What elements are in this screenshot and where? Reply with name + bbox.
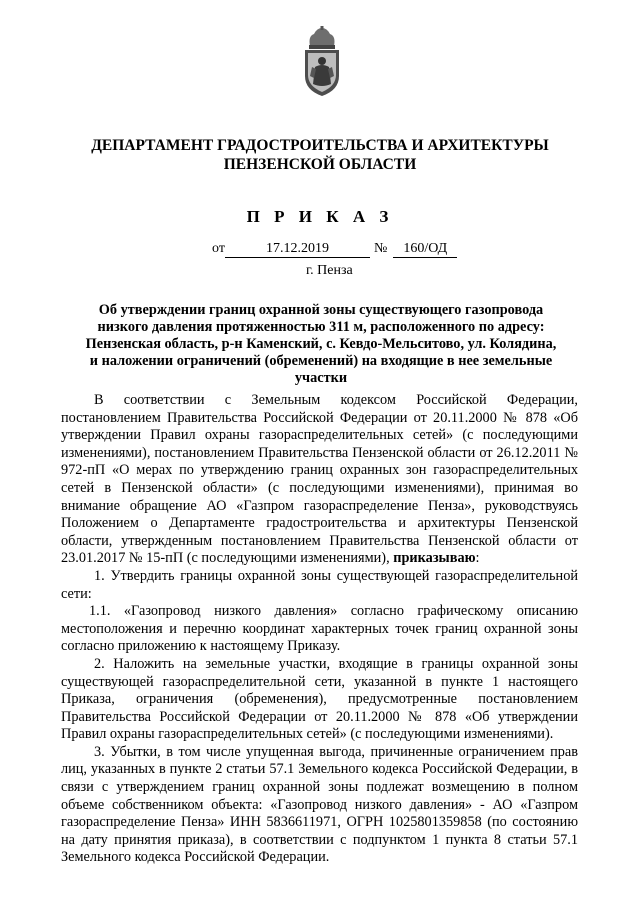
paragraph-1-1: 1.1. «Газопровод низкого давления» согласно графическому описанию местоположения и перечню координат характерных точек границ охранной зоны согласно приложению к настоящему Приказу.: [61, 603, 578, 655]
intro-text: В соответствии с Земельным кодексом Российской Федерации, постановлением Правительства Российской Федерации от 20.11.2000 № 878 «Об утверждении Правил охраны газораспределительных сетей» (с последующими изменениями), постановлением Правительства Пензенской области от 26.12.2011 № 972-пП «О мерах по утверждению границ охранных зон газораспределительных сетей в Пензенской области» (с последующими изменениями), принимая во внимание обращение АО «Газпром газораспределение Пенза», руководствуясь Положением о Департаменте градостроительства и архитектуры Пензенской области, утвержденным постановлением Правительства Пензенской области от 23.01.2017 № 15-пП (с последующими изменениями),: [61, 392, 578, 567]
intro-paragraph: [61, 392, 578, 568]
subject-line: Об утверждении границ охранной зоны существующего газопровода: [98, 302, 544, 318]
order-body: [61, 392, 578, 867]
subject-line: Пензенская область, р-н Каменский, с. Кевдо-Мельситово, ул. Колядина,: [85, 336, 557, 352]
intro-colon: :: [475, 550, 480, 567]
subject-line: низкого давления протяженностью 311 м, расположенного по адресу:: [97, 319, 545, 335]
paragraph-2: 2. Наложить на земельные участки, входящие в границы охранной зоны существующей газораспределительной сети, указанной в пункте 1 настоящего Приказа, ограничения (обременения), предусмотренные постановлением Правительства Российской Федерации от 20.11.2000 № 878 «Об утверждении Правил охраны газораспределительных сетей» (с последующими изменениями).: [61, 655, 578, 743]
department-name-line2: ПЕНЗЕНСКОЙ ОБЛАСТИ: [223, 156, 417, 173]
paragraph-1: 1. Утвердить границы охранной зоны существующей газораспределительной сети:: [61, 567, 578, 602]
subject-line: и наложении ограничений (обременений) на входящие в нее земельные участки: [89, 353, 553, 386]
date-prefix: от: [212, 241, 225, 256]
order-number: 160/ОД: [393, 241, 457, 258]
order-verb: приказываю: [393, 550, 476, 567]
city: г. Пенза: [306, 263, 353, 278]
number-prefix: №: [373, 241, 388, 256]
order-subject: [80, 302, 562, 387]
paragraph-3: 3. Убытки, в том числе упущенная выгода, причиненные ограничением прав лиц, указанных в пункте 2 статьи 57.1 Земельного кодекса Российской Федерации, в связи с утверждением границ охранной зоны подлежат возмещению в полном объеме собственником объекта: «Газопровод низкого давления» - АО «Газпром газораспределение Пенза» ИНН 5836611971, ОГРН 1025801359858 (по состоянию на дату принятия приказа), в соответствии с подпунктом 1 пункта 8 статьи 57.1 Земельного кодекса Российской Федерации.: [61, 743, 578, 866]
order-date-number-line: [212, 240, 457, 258]
department-name-line1: ДЕПАРТАМЕНТ ГРАДОСТРОИТЕЛЬСТВА И АРХИТЕКТУРЫ: [91, 137, 549, 154]
coat-of-arms-icon: [300, 26, 344, 98]
document-title: П Р И К А З: [246, 207, 394, 226]
order-date: 17.12.2019: [225, 241, 370, 258]
